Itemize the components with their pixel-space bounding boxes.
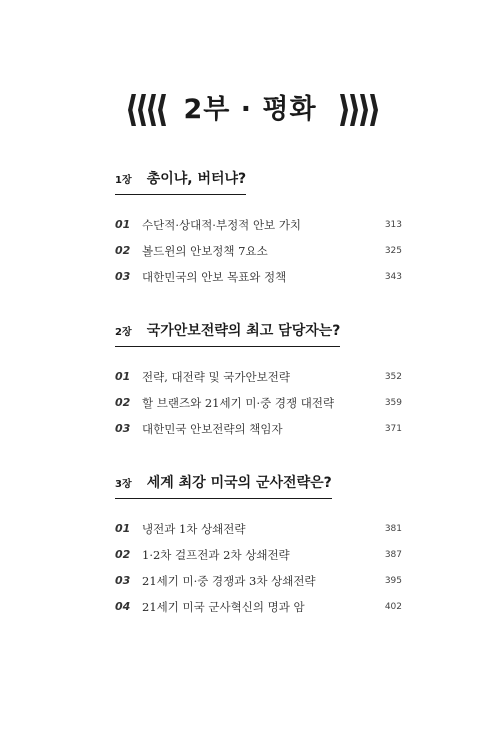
entry-title: 할 브랜즈와 21세기 미·중 경쟁 대전략 [142,396,335,410]
entry-number: 01 [115,218,131,231]
chapter-title: 국가안보전략의 최고 담당자는? [146,323,341,339]
entry-title: 21세기 미국 군사혁신의 명과 암 [142,600,305,614]
toc-entry[interactable] [115,571,405,597]
entry-page: 352 [384,372,402,382]
toc-entry[interactable] [115,419,405,445]
toc-entry[interactable] [115,215,405,241]
entry-title: 대한민국 안보전략의 책임자 [142,422,283,436]
entry-number: 01 [115,522,131,535]
entry-number: 02 [115,244,131,257]
chapter-1 [115,168,405,293]
chapter-number: 2장 [115,327,132,338]
entry-title: 수단적·상대적·부정적 안보 가치 [142,218,302,232]
entry-page: 371 [384,424,402,434]
chapter-number: 1장 [115,175,132,186]
chapter-heading [115,320,340,347]
entry-page: 343 [384,272,402,282]
entry-page: 402 [384,602,402,612]
chapter-title: 총이냐, 버터냐? [146,171,247,187]
toc-entry[interactable] [115,393,405,419]
chapter-number: 3장 [115,479,132,490]
entry-number: 03 [115,574,131,587]
entry-page: 313 [384,220,402,230]
entry-number: 01 [115,370,131,383]
entry-title: 전략, 대전략 및 국가안보전략 [142,370,290,384]
chapter-heading [115,472,332,499]
toc-entry[interactable] [115,267,405,293]
chapter-2 [115,320,405,445]
toc-entry[interactable] [115,367,405,393]
part-header [0,90,500,130]
toc-entry[interactable] [115,241,405,267]
entry-title: 볼드윈의 안보정책 7요소 [142,244,268,258]
entry-page: 381 [384,524,402,534]
entry-number: 02 [115,548,131,561]
entry-page: 325 [384,246,402,256]
entry-number: 02 [115,396,131,409]
entry-title: 1·2차 걸프전과 2차 상쇄전략 [142,548,290,562]
entry-number: 03 [115,422,131,435]
chapter-heading [115,168,246,195]
entry-number: 03 [115,270,131,283]
entry-page: 359 [384,398,402,408]
entry-title: 냉전과 1차 상쇄전략 [142,522,246,536]
entry-page: 387 [384,550,402,560]
toc-entry[interactable] [115,519,405,545]
toc-entry[interactable] [115,545,405,571]
toc-entry[interactable] [115,597,405,623]
chapter-title: 세계 최강 미국의 군사전략은? [146,475,332,491]
entry-title: 대한민국의 안보 목표와 정책 [142,270,287,284]
entry-page: 395 [384,576,402,586]
part-title: 2부 · 평화 [183,94,317,125]
entry-title: 21세기 미·중 경쟁과 3차 상쇄전략 [142,574,316,588]
right-chevrons-icon [340,94,380,126]
chapter-3 [115,472,405,623]
entry-number: 04 [115,600,131,613]
